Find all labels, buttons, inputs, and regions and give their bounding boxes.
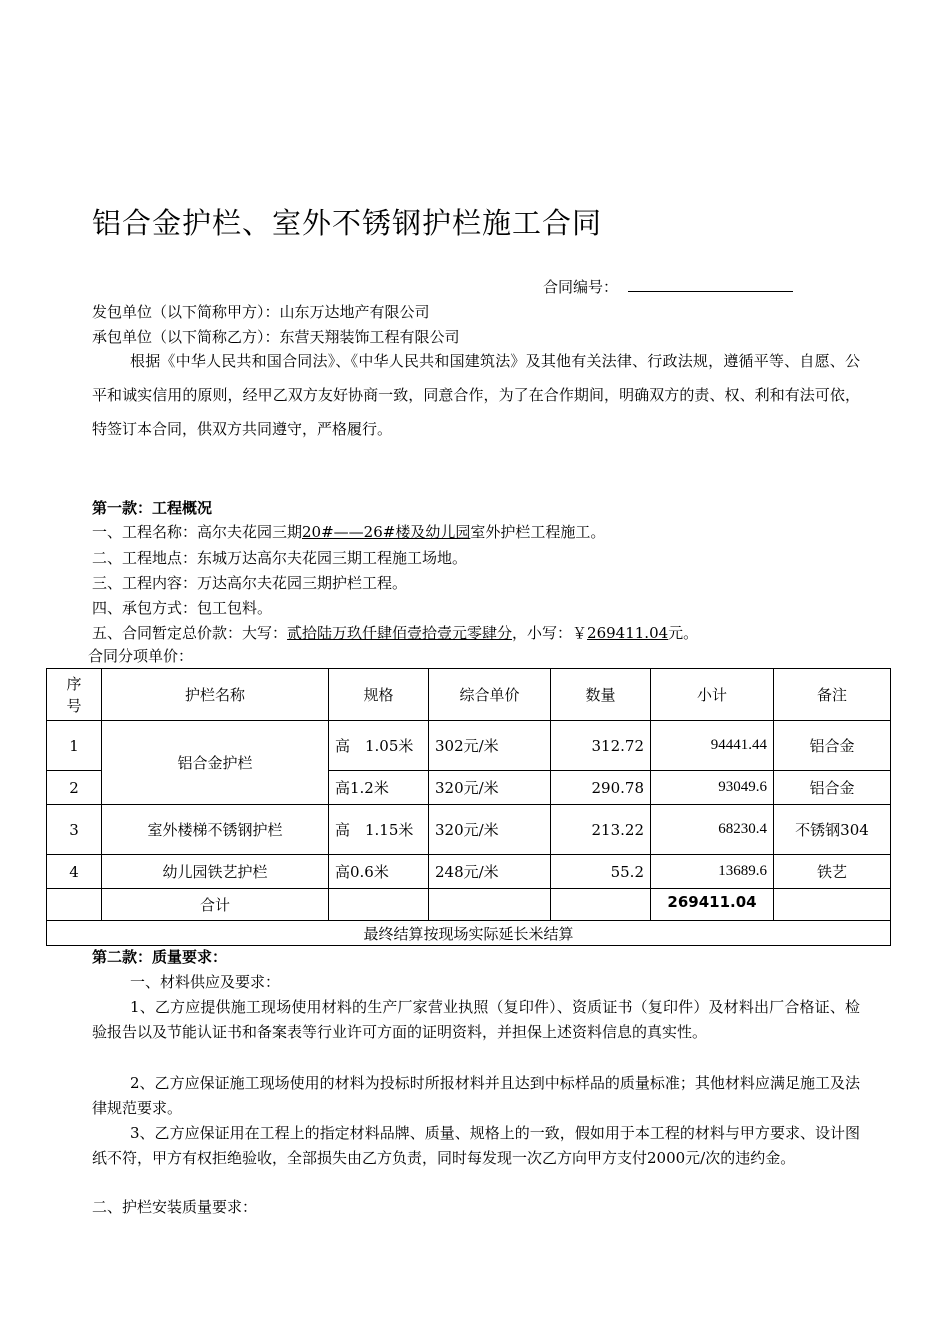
row-no: 3 <box>47 805 102 855</box>
settlement-note: 最终结算按现场实际延长米结算 <box>47 921 891 946</box>
row-price: 302元/米 <box>429 721 551 771</box>
section2-para1: 1、乙方应提供施工现场使用材料的生产厂家营业执照（复印件）、资质证书（复印件）及材料出厂合格证、检验报告以及节能认证书和备案表等行业许可方面的证明资料，并担保上述资料信息的真实性。 <box>92 998 860 1041</box>
section2-sub2: 二、护栏安装质量要求： <box>92 1198 258 1216</box>
total-empty-cell <box>429 889 551 921</box>
header-price: 综合单价 <box>429 669 551 721</box>
row-no: 4 <box>47 855 102 889</box>
total-empty-cell <box>329 889 429 921</box>
section2-heading: 第二款：质量要求： <box>92 948 228 966</box>
total-label: 合计 <box>102 889 329 921</box>
item5-mid: ，小写：￥ <box>512 624 588 642</box>
total-empty-cell <box>47 889 102 921</box>
table-header-row <box>47 669 891 721</box>
unit-price-label: 合同分项单价： <box>88 647 194 665</box>
section1-item2: 二、工程地点：东城万达高尔夫花园三期工程施工场地。 <box>92 549 468 567</box>
row-qty: 312.72 <box>551 721 651 771</box>
item1-prefix: 一、工程名称：高尔夫花园三期 <box>92 523 303 541</box>
row-subtotal: 13689.6 <box>651 855 774 889</box>
section2-sub1: 一、材料供应及要求： <box>130 973 281 991</box>
table-total-row <box>47 889 891 921</box>
row-note: 铝合金 <box>774 771 891 805</box>
row-qty: 55.2 <box>551 855 651 889</box>
row-subtotal: 93049.6 <box>651 771 774 805</box>
row-price: 320元/米 <box>429 771 551 805</box>
header-no: 序号 <box>47 669 102 721</box>
row-no: 1 <box>47 721 102 771</box>
table-row <box>47 805 891 855</box>
page-title: 铝合金护栏、室外不锈钢护栏施工合同 <box>92 206 603 240</box>
table-row <box>47 721 891 771</box>
row-subtotal: 68230.4 <box>651 805 774 855</box>
total-empty-cell <box>551 889 651 921</box>
total-price-upper: 贰拾陆万玖仟肆佰壹拾壹元零肆分 <box>287 624 513 642</box>
section1-item3: 三、工程内容：万达高尔夫花园三期护栏工程。 <box>92 574 408 592</box>
row-subtotal: 94441.44 <box>651 721 774 771</box>
row-spec: 高1.2米 <box>329 771 429 805</box>
row-no: 2 <box>47 771 102 805</box>
intro-paragraph: 根据《中华人民共和国合同法》、《中华人民共和国建筑法》及其他有关法律、行政法规，遵循平等、自愿、公平和诚实信用的原则，经甲乙双方友好协商一致，同意合作，为了在合作期间，明确双方的责、权、利和有法可依，特签订本合同，供双方共同遵守，严格履行。 <box>92 352 860 438</box>
section1-heading: 第一款：工程概况 <box>92 499 213 517</box>
row-name: 室外楼梯不锈钢护栏 <box>102 805 329 855</box>
row-name: 幼儿园铁艺护栏 <box>102 855 329 889</box>
row-note: 铁艺 <box>774 855 891 889</box>
contract-number-blank <box>628 277 793 292</box>
row-name: 铝合金护栏 <box>102 721 329 805</box>
total-empty-cell <box>774 889 891 921</box>
row-spec: 高0.6米 <box>329 855 429 889</box>
header-spec: 规格 <box>329 669 429 721</box>
row-qty: 213.22 <box>551 805 651 855</box>
section1-item4: 四、承包方式：包工包料。 <box>92 599 273 617</box>
row-note: 不锈钢304 <box>774 805 891 855</box>
item1-suffix: 室外护栏工程施工。 <box>470 523 606 541</box>
header-note: 备注 <box>774 669 891 721</box>
section2-para3: 3、乙方应保证用在工程上的指定材料品牌、质量、规格上的一致，假如用于本工程的材料与甲方要求、设计图纸不符，甲方有权拒绝验收，全部损失由乙方负责，同时每发现一次乙方向甲方支付2000元/次的违约金。 <box>92 1124 860 1167</box>
section2-para2: 2、乙方应保证施工现场使用的材料为投标时所报材料并且达到中标样品的质量标准；其他材料应满足施工及法律规范要求。 <box>92 1074 860 1117</box>
row-price: 248元/米 <box>429 855 551 889</box>
item1-buildings: 20#——26#楼及幼儿园 <box>302 523 471 541</box>
table-row <box>47 855 891 889</box>
party-a: 发包单位（以下简称甲方）：山东万达地产有限公司 <box>92 303 430 321</box>
row-price: 320元/米 <box>429 805 551 855</box>
row-note: 铝合金 <box>774 721 891 771</box>
contract-number <box>543 277 793 297</box>
contract-number-label: 合同编号： <box>543 278 619 296</box>
party-b: 承包单位（以下简称乙方）：东营天翔装饰工程有限公司 <box>92 328 460 346</box>
total-price-amount: 269411.04 <box>587 624 669 642</box>
header-subtotal: 小计 <box>651 669 774 721</box>
row-spec: 高 1.05米 <box>329 721 429 771</box>
total-value: 269411.04 <box>651 889 774 921</box>
item5-prefix: 五、合同暂定总价款：大写： <box>92 624 288 642</box>
table-footer-row <box>47 921 891 946</box>
row-qty: 290.78 <box>551 771 651 805</box>
section1-item1 <box>92 522 605 542</box>
price-table <box>46 668 891 946</box>
header-name: 护栏名称 <box>102 669 329 721</box>
item5-suffix: 元。 <box>668 624 699 642</box>
row-spec: 高 1.15米 <box>329 805 429 855</box>
section1-item5 <box>92 623 698 643</box>
header-qty: 数量 <box>551 669 651 721</box>
